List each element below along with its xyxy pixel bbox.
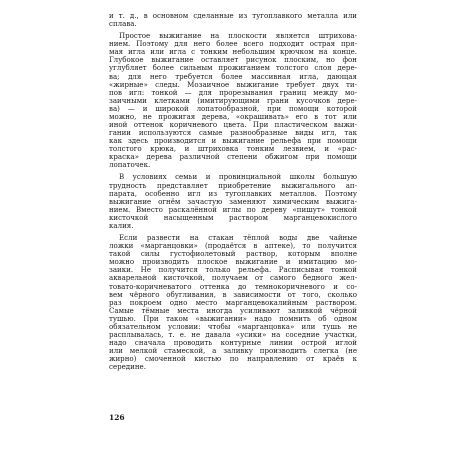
text-line: такой силы густофиолетовый раствор, которым вполне <box>109 250 357 259</box>
text-line: толстого крюка, и штриховка тонким лезвием, и «рас- <box>109 145 357 154</box>
text-line: Глубокое выжигание оставляет рисунок плоским, но фон <box>109 56 357 65</box>
text-line: иной оттенок коричневого цвета. При пластическом выжи- <box>109 121 357 130</box>
text-line: пов игл: тонкой — для прорезывания границ между мо- <box>109 88 357 97</box>
text-line: расплывалась, т. е. не давала «усики» на соседние участки, <box>109 330 357 339</box>
text-line: калия. <box>109 221 134 230</box>
text-line: заичными клетками (имитирующими грани кусочков дере- <box>109 96 357 105</box>
text-line: жирно) смоченной кистью по направлению от краёв к <box>109 355 357 364</box>
paragraph <box>109 12 357 28</box>
text-line: акварельной кисточкой, получаем от самого бедного жел- <box>109 274 357 283</box>
text-line: «жирные» следы. Мозаичное выжигание требует двух ти- <box>109 80 357 89</box>
text-line: нием. Поэтому для него более всего подходит острая пря- <box>109 40 357 49</box>
text-line: обязательном условии: чтобы «марганцовка» или тушь не <box>109 322 357 331</box>
text-line: и т. д., в основном сделанные из тугоплавкого металла или <box>109 12 357 20</box>
page-text <box>109 12 357 371</box>
text-line: сплава. <box>109 20 137 29</box>
text-line: надо сначала проводить контурные линии острой иглой <box>109 339 357 348</box>
text-line: товато-коричневатого оттенка до темнокоричневого и со- <box>109 282 357 291</box>
text-line: кисточкой насыщенным раствором марганцевокислого <box>109 213 357 222</box>
text-line: Самые тёмные места иногда усиливают заливкой чёрной <box>109 306 357 315</box>
text-line: краска» дерева различной степени обжигом при помощи <box>109 153 357 162</box>
text-line: гании используются самые разнообразные виды игл, так <box>109 129 357 138</box>
text-line: лопаточек. <box>109 161 151 170</box>
text-line: Если развести на стакан тёплой воды две чайные <box>119 234 357 243</box>
text-line: вем чёрного обугливания, в зависимости от того, сколько <box>109 290 357 299</box>
text-line: раз покроем одно место марганцевокалийным раствором. <box>109 298 357 307</box>
text-line: Простое выжигание на плоскости является штрихова- <box>119 32 357 41</box>
text-line: ва) — и широкой лопатообразной, при помощи которой <box>109 104 357 113</box>
text-line: заики. Не получится только рельефа. Расписывая тонкой <box>109 266 357 275</box>
text-line: трудность представляет приобретение выжигального ап- <box>109 181 357 190</box>
text-line: ложки «марганцовки» (продаётся в аптеке), то получится <box>109 242 357 251</box>
text-line: выжигание огнём зачастую заменяют химическим выжига- <box>109 197 357 206</box>
paragraph <box>109 32 357 169</box>
paragraph <box>109 173 357 230</box>
page-number: 126 <box>109 413 125 422</box>
text-line: середине. <box>109 363 146 372</box>
text-line: можно производить плоское выжигание и имитацию мо- <box>109 258 357 267</box>
paragraph <box>109 234 357 371</box>
text-line: нием. Вместо раскалённой иглы по дереву «пишут» тонкой <box>109 205 357 214</box>
text-line: или мелкой стамеской, а заливку производить слегка (не <box>109 347 357 356</box>
text-line: можно, не прожигая дерева, «окрашивать» его в тот или <box>109 112 357 121</box>
text-line: ва; для него требуется более массивная игла, дающая <box>109 72 357 81</box>
text-line: В условиях семьи и провинциальной школы большую <box>119 173 357 182</box>
text-line: углубляет более сильным прожиганием толстого слоя дере- <box>109 64 357 73</box>
text-line: парата, особенно игл из тугоплавких металлов. Поэтому <box>109 189 357 198</box>
text-line: тушью. При таком «выжигании» надо помнить об одном <box>109 314 357 323</box>
text-line: мая игла или игла с тонким небольшим крючком на конце. <box>109 48 357 57</box>
text-line: как здесь производится и выжигание рельефа при помощи <box>109 137 357 146</box>
